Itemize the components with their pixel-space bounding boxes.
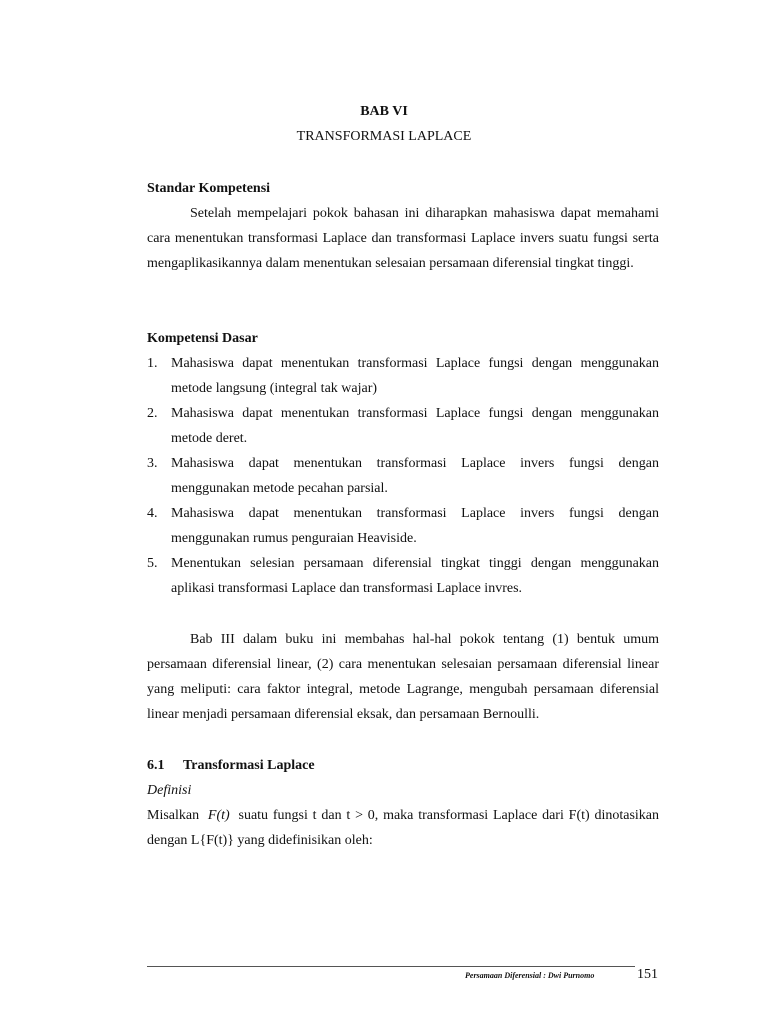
intro-paragraph: Bab III dalam buku ini membahas hal-hal pokok tentang (1) bentuk umum persamaan diferensial linear, (2) cara menentukan selesaian persamaan diferensial linear yang meliputi: cara faktor integral, metode Lagrange, mengubah persamaan diferensial linear menjadi persamaan diferensial eksak, dan persamaan Bernoulli. [147,632,659,722]
math-expression: F(t) [207,808,230,823]
chapter-title: TRANSFORMASI LAPLACE [296,129,472,144]
footer-text: Persamaan Diferensial : Dwi Purnomo [465,971,595,980]
list-item [147,351,659,401]
standar-paragraph: Setelah mempelajari pokok bahasan ini diharapkan mahasiswa dapat memahami cara menentukan transformasi Laplace dan transformasi Laplace invers suatu fungsi serta mengaplikasikannya dalam menentukan selesaian persamaan diferensial tingkat tinggi. [147,206,659,271]
list-number: 4. [147,506,158,521]
list-text: Mahasiswa dapat menentukan transformasi Laplace fungsi dengan menggunakan metode langsung (integral tak wajar) [171,356,659,396]
list-number: 3. [147,456,158,471]
list-text: Mahasiswa dapat menentukan transformasi Laplace fungsi dengan menggunakan metode deret. [171,406,659,446]
list-item [147,451,659,501]
list-number: 1. [147,356,158,371]
standar-heading: Standar Kompetensi [147,181,271,196]
section-number: 6.1 [147,758,165,773]
definition-pre: Misalkan [147,808,200,823]
kompetensi-list [147,351,659,601]
list-item [147,501,659,551]
kompetensi-list-container [147,351,659,601]
list-text: Mahasiswa dapat menentukan transformasi Laplace invers fungsi dengan menggunakan rumus penguraian Heaviside. [171,506,659,546]
page-number: 151 [637,967,658,982]
list-number: 2. [147,406,158,421]
definition-post: suatu fungsi t dan t > 0, maka transformasi Laplace dari F(t) dinotasikan dengan L{F(t)} yang didefinisikan oleh: [147,808,660,848]
section-title: Transformasi Laplace [183,758,315,773]
list-text: Mahasiswa dapat menentukan transformasi Laplace invers fungsi dengan menggunakan metode pecahan parsial. [171,456,659,496]
list-item [147,401,659,451]
list-text: Menentukan selesian persamaan diferensial tingkat tinggi dengan menggunakan aplikasi transformasi Laplace dan transformasi Laplace invres. [171,556,659,596]
kompetensi-heading: Kompetensi Dasar [147,331,258,346]
list-number: 5. [147,556,158,571]
footer-rule [147,966,635,967]
chapter-label: BAB VI [360,104,408,119]
definition-paragraph [147,803,659,853]
list-item [147,551,659,601]
definisi-label: Definisi [147,783,192,798]
section-heading [147,753,659,778]
